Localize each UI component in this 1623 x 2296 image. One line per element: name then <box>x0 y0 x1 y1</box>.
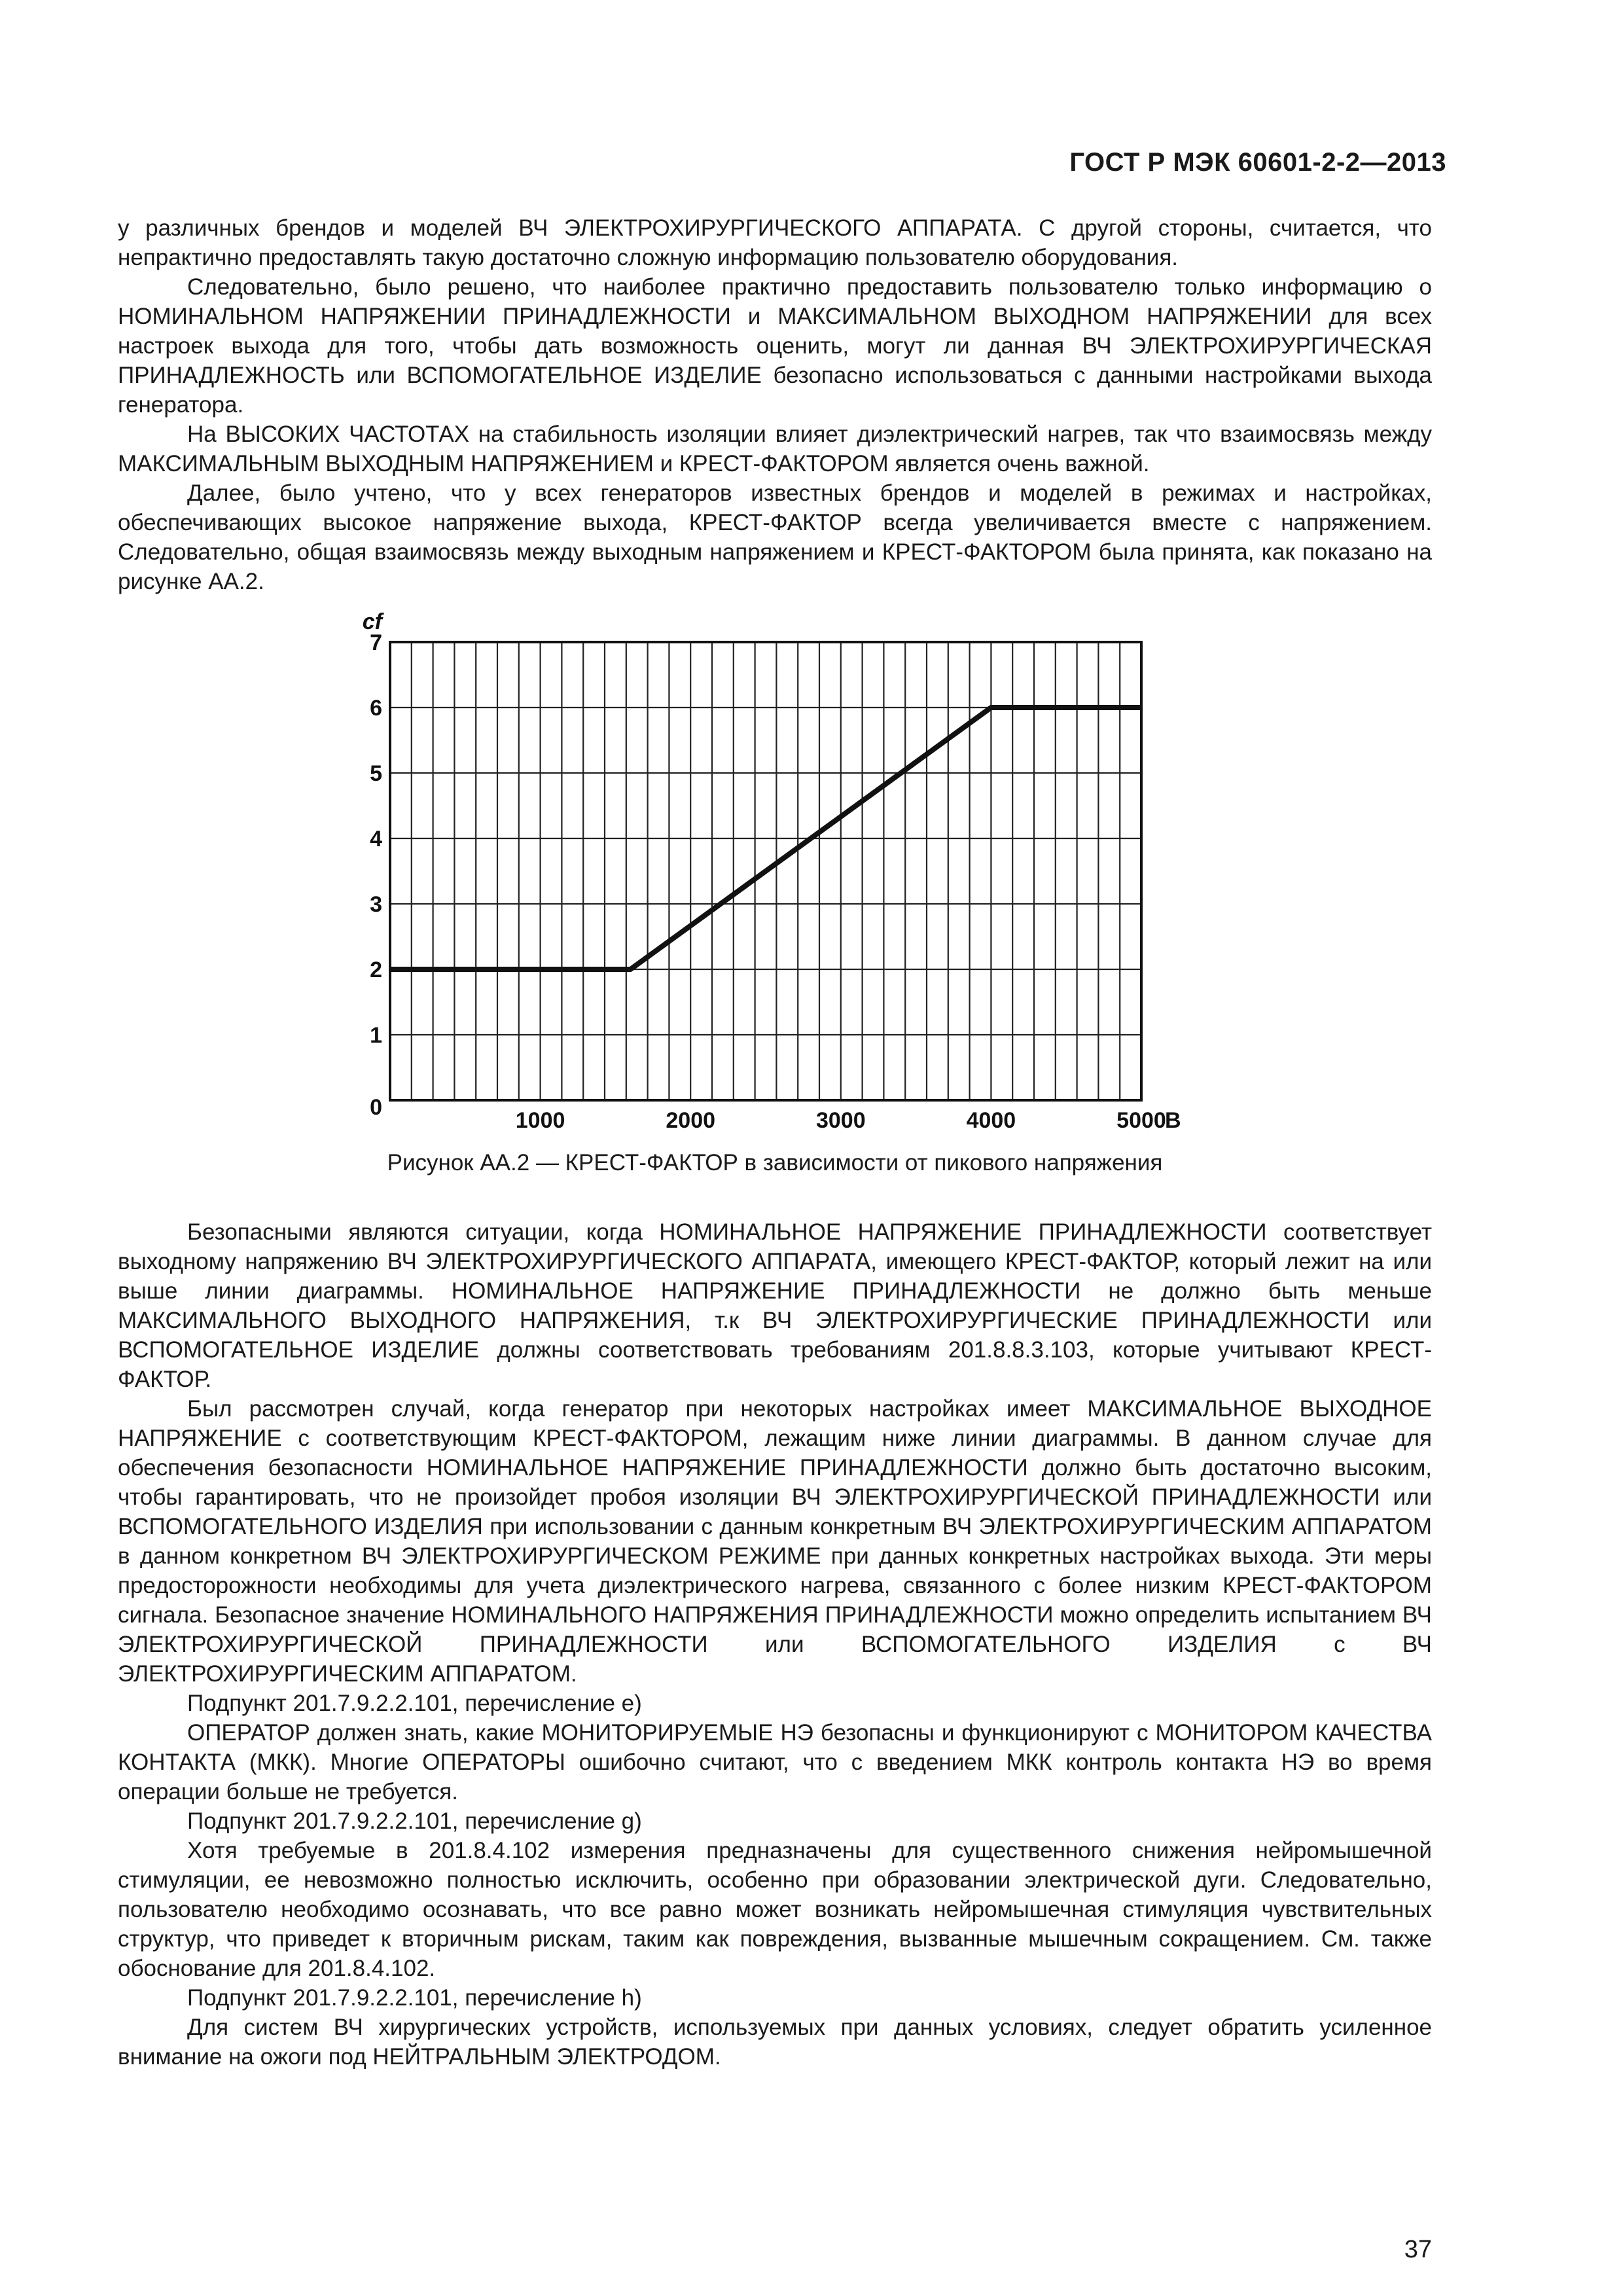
crest-factor-chart <box>327 599 1243 1136</box>
paragraph: у различных брендов и моделей ВЧ ЭЛЕКТРОХИРУРГИЧЕСКОГО АППАРАТА. С другой стороны, считается, что непрактично предоставлять такую достаточно сложную информацию пользователю оборудования. <box>118 215 1432 270</box>
paragraph: Безопасными являются ситуации, когда НОМИНАЛЬНОЕ НАПРЯЖЕНИЕ ПРИНАДЛЕЖНОСТИ соответствует выходному напряжению ВЧ ЭЛЕКТРОХИРУРГИЧЕСКОГО АППАРАТА, имеющего КРЕСТ-ФАКТОР, который лежит на или выше линии диаграммы. НОМИНАЛЬНОЕ НАПРЯЖЕНИЕ ПРИНАДЛЕЖНОСТИ не должно быть меньше МАКСИМАЛЬНОГО ВЫХОДНОГО НАПРЯЖЕНИЯ, т.к ВЧ ЭЛЕКТРОХИРУРГИЧЕСКИЕ ПРИНАДЛЕЖНОСТИ или ВСПОМОГАТЕЛЬНОЕ ИЗДЕЛИЕ должны соответствовать требованиям 201.8.8.3.103, которые учитывают КРЕСТ-ФАКТОР. <box>118 1219 1432 1392</box>
paragraph: Для систем ВЧ хирургических устройств, используемых при данных условиях, следует обратить усиленное внимание на ожоги под НЕЙТРАЛЬНЫМ ЭЛЕКТРОДОМ. <box>118 2015 1432 2070</box>
standard-header: ГОСТ Р МЭК 60601-2-2—2013 <box>1069 148 1446 177</box>
y-tick-label: 2 <box>370 958 382 982</box>
x-tick-label: 5000 <box>1116 1108 1166 1133</box>
x-tick-label: 3000 <box>815 1108 866 1133</box>
paragraph: ОПЕРАТОР должен знать, какие МОНИТОРИРУЕМЫЕ НЭ безопасны и функционируют с МОНИТОРОМ КАЧЕСТВА КОНТАКТА (МКК). Многие ОПЕРАТОРЫ ошибочно считают, что с введением МКК контроль контакта НЭ во время операции больше не требуется. <box>118 1720 1432 1804</box>
paragraph: Далее, было учтено, что у всех генераторов известных брендов и моделей в режимах и настройках, обеспечивающих высокое напряжение выхода, КРЕСТ-ФАКТОР всегда увеличивается вместе с напряжением. Следовательно, общая взаимосвязь между выходным напряжением и КРЕСТ-ФАКТОРОМ была принята, как показано на рисунке АА.2. <box>118 480 1432 594</box>
origin-label: 0 <box>370 1095 382 1120</box>
body-text-top <box>118 213 1432 596</box>
x-tick-label: 4000 <box>966 1108 1016 1133</box>
x-tick-label: 2000 <box>666 1108 716 1133</box>
paragraph: Был рассмотрен случай, когда генератор при некоторых настройках имеет МАКСИМАЛЬНОЕ ВЫХОДНОЕ НАПРЯЖЕНИЕ с соответствующим КРЕСТ-ФАКТОРОМ, лежащим ниже линии диаграммы. В данном случае для обеспечения безопасности НОМИНАЛЬНОЕ НАПРЯЖЕНИЕ ПРИНАДЛЕЖНОСТИ должно быть достаточно высоким, чтобы гарантировать, что не произойдет пробоя изоляции ВЧ ЭЛЕКТРОХИРУРГИЧЕСКОЙ ПРИНАДЛЕЖНОСТИ или ВСПОМОГАТЕЛЬНОГО ИЗДЕЛИЯ при использовании с данным конкретным ВЧ ЭЛЕКТРОХИРУРГИЧЕСКИМ АППАРАТОМ в данном конкретном ВЧ ЭЛЕКТРОХИРУРГИЧЕСКОМ РЕЖИМЕ при данных конкретных настройках выхода. Эти меры предосторожности необходимы для учета диэлектрического нагрева, связанного с более низким КРЕСТ-ФАКТОРОМ сигнала. Безопасное значение НОМИНАЛЬНОГО НАПРЯЖЕНИЯ ПРИНАДЛЕЖНОСТИ можно определить испытанием ВЧ ЭЛЕКТРОХИРУРГИЧЕСКОЙ ПРИНАДЛЕЖНОСТИ или ВСПОМОГАТЕЛЬНОГО ИЗДЕЛИЯ с ВЧ ЭЛЕКТРОХИРУРГИЧЕСКИМ АППАРАТОМ. <box>118 1396 1432 1687</box>
y-tick-label: 1 <box>370 1023 382 1048</box>
body-text-bottom <box>118 1217 1432 2072</box>
subclause-reference: Подпункт 201.7.9.2.2.101, перечисление h) <box>187 1985 642 2011</box>
y-tick-label: 6 <box>370 696 382 721</box>
page-number: 37 <box>1404 2236 1432 2263</box>
figure-caption: Рисунок АА.2 — КРЕСТ-ФАКТОР в зависимости от пикового напряжения <box>387 1150 1163 1175</box>
y-tick-label: 7 <box>370 630 382 655</box>
paragraph: Хотя требуемые в 201.8.4.102 измерения предназначены для существенного снижения нейромышечной стимуляции, ее невозможно полностью исключить, особенно при образовании электрической дуги. Следовательно, пользователю необходимо осознавать, что все равно может возникать нейромышечная стимуляция чувствительных структур, что приведет к вторичным рискам, таким как повреждения, вызванные мышечным сокращением. См. также обоснование для 201.8.4.102. <box>118 1838 1432 1981</box>
chart-svg <box>327 599 1243 1136</box>
paragraph: Следовательно, было решено, что наиболее практично предоставить пользователю только информацию о НОМИНАЛЬНОМ НАПРЯЖЕНИИ ПРИНАДЛЕЖНОСТИ и МАКСИМАЛЬНОМ ВЫХОДНОМ НАПРЯЖЕНИИ для всех настроек выхода для того, чтобы дать возможность оценить, могут ли данная ВЧ ЭЛЕКТРОХИРУРГИЧЕСКАЯ ПРИНАДЛЕЖНОСТЬ или ВСПОМОГАТЕЛЬНОЕ ИЗДЕЛИЕ безопасно использоваться с данными настройками выхода генератора. <box>118 274 1432 418</box>
y-tick-label: 4 <box>370 827 382 852</box>
x-axis-unit-label: В <box>1165 1108 1181 1133</box>
subclause-reference: Подпункт 201.7.9.2.2.101, перечисление g) <box>187 1808 642 1834</box>
subclause-reference: Подпункт 201.7.9.2.2.101, перечисление e) <box>187 1691 642 1716</box>
x-tick-label: 1000 <box>515 1108 565 1133</box>
y-tick-label: 3 <box>370 892 382 917</box>
y-axis-label: cf <box>362 609 382 634</box>
paragraph: На ВЫСОКИХ ЧАСТОТАХ на стабильность изоляции влияет диэлектрический нагрев, так что взаимосвязь между МАКСИМАЛЬНЫМ ВЫХОДНЫМ НАПРЯЖЕНИЕМ и КРЕСТ-ФАКТОРОМ является очень важной. <box>118 422 1432 476</box>
y-tick-label: 5 <box>370 761 382 786</box>
